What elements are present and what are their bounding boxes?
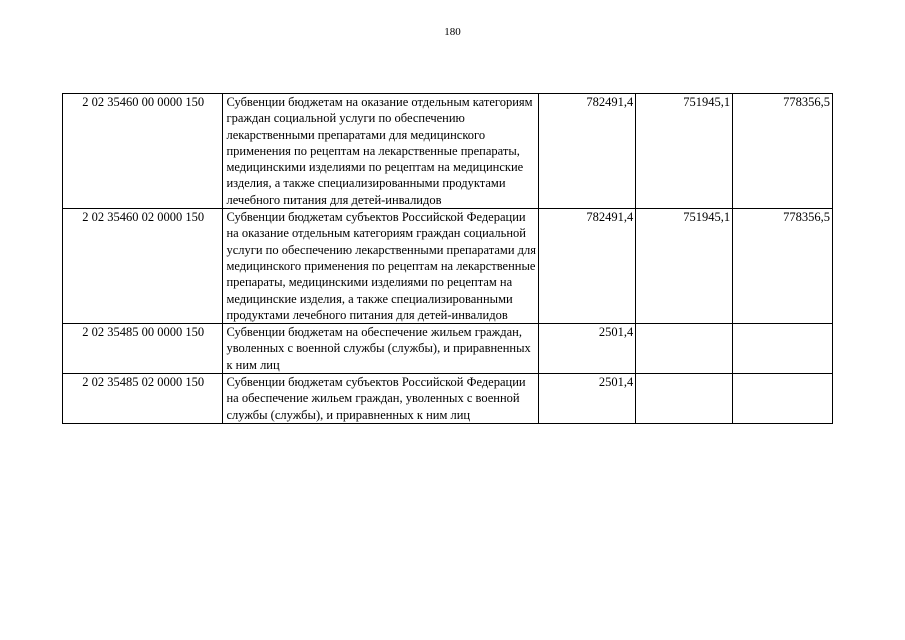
amount-2-cell: 751945,1: [636, 209, 733, 324]
budget-code-cell: 2 02 35460 00 0000 150: [63, 94, 223, 209]
amount-2-cell: 751945,1: [636, 94, 733, 209]
budget-code-cell: 2 02 35460 02 0000 150: [63, 209, 223, 324]
amount-3-cell: [733, 374, 833, 424]
amount-1-cell: 2501,4: [539, 324, 636, 374]
amount-2-cell: [636, 374, 733, 424]
amount-1-cell: 782491,4: [539, 209, 636, 324]
description-cell: Субвенции бюджетам субъектов Российской Федерации на оказание отдельным категориям граждан социальной услуги по обеспечению лекарственными препаратами для медицинского применения по рецептам на лекарственные препараты, медицинскими изделиями по рецептам на медицинские изделия, а также специализированными продуктами лечебного питания для детей-инвалидов: [223, 209, 539, 324]
amount-3-cell: [733, 324, 833, 374]
amount-1-cell: 782491,4: [539, 94, 636, 209]
budget-table: [62, 93, 833, 424]
description-cell: Субвенции бюджетам субъектов Российской Федерации на обеспечение жильем граждан, уволенных с военной службы (службы), и приравненных к ним лиц: [223, 374, 539, 424]
table-row: [63, 374, 833, 424]
table-row: [63, 324, 833, 374]
description-cell: Субвенции бюджетам на оказание отдельным категориям граждан социальной услуги по обеспечению лекарственными препаратами для медицинского применения по рецептам на лекарственные препараты, медицинскими изделиями по рецептам на медицинские изделия, а также специализированными продуктами лечебного питания для детей-инвалидов: [223, 94, 539, 209]
amount-2-cell: [636, 324, 733, 374]
amount-3-cell: 778356,5: [733, 94, 833, 209]
table-row: [63, 94, 833, 209]
budget-code-cell: 2 02 35485 02 0000 150: [63, 374, 223, 424]
budget-code-cell: 2 02 35485 00 0000 150: [63, 324, 223, 374]
amount-1-cell: 2501,4: [539, 374, 636, 424]
description-cell: Субвенции бюджетам на обеспечение жильем граждан, уволенных с военной службы (службы), и приравненных к ним лиц: [223, 324, 539, 374]
amount-3-cell: 778356,5: [733, 209, 833, 324]
page-number: 180: [444, 26, 461, 38]
table-row: [63, 209, 833, 324]
